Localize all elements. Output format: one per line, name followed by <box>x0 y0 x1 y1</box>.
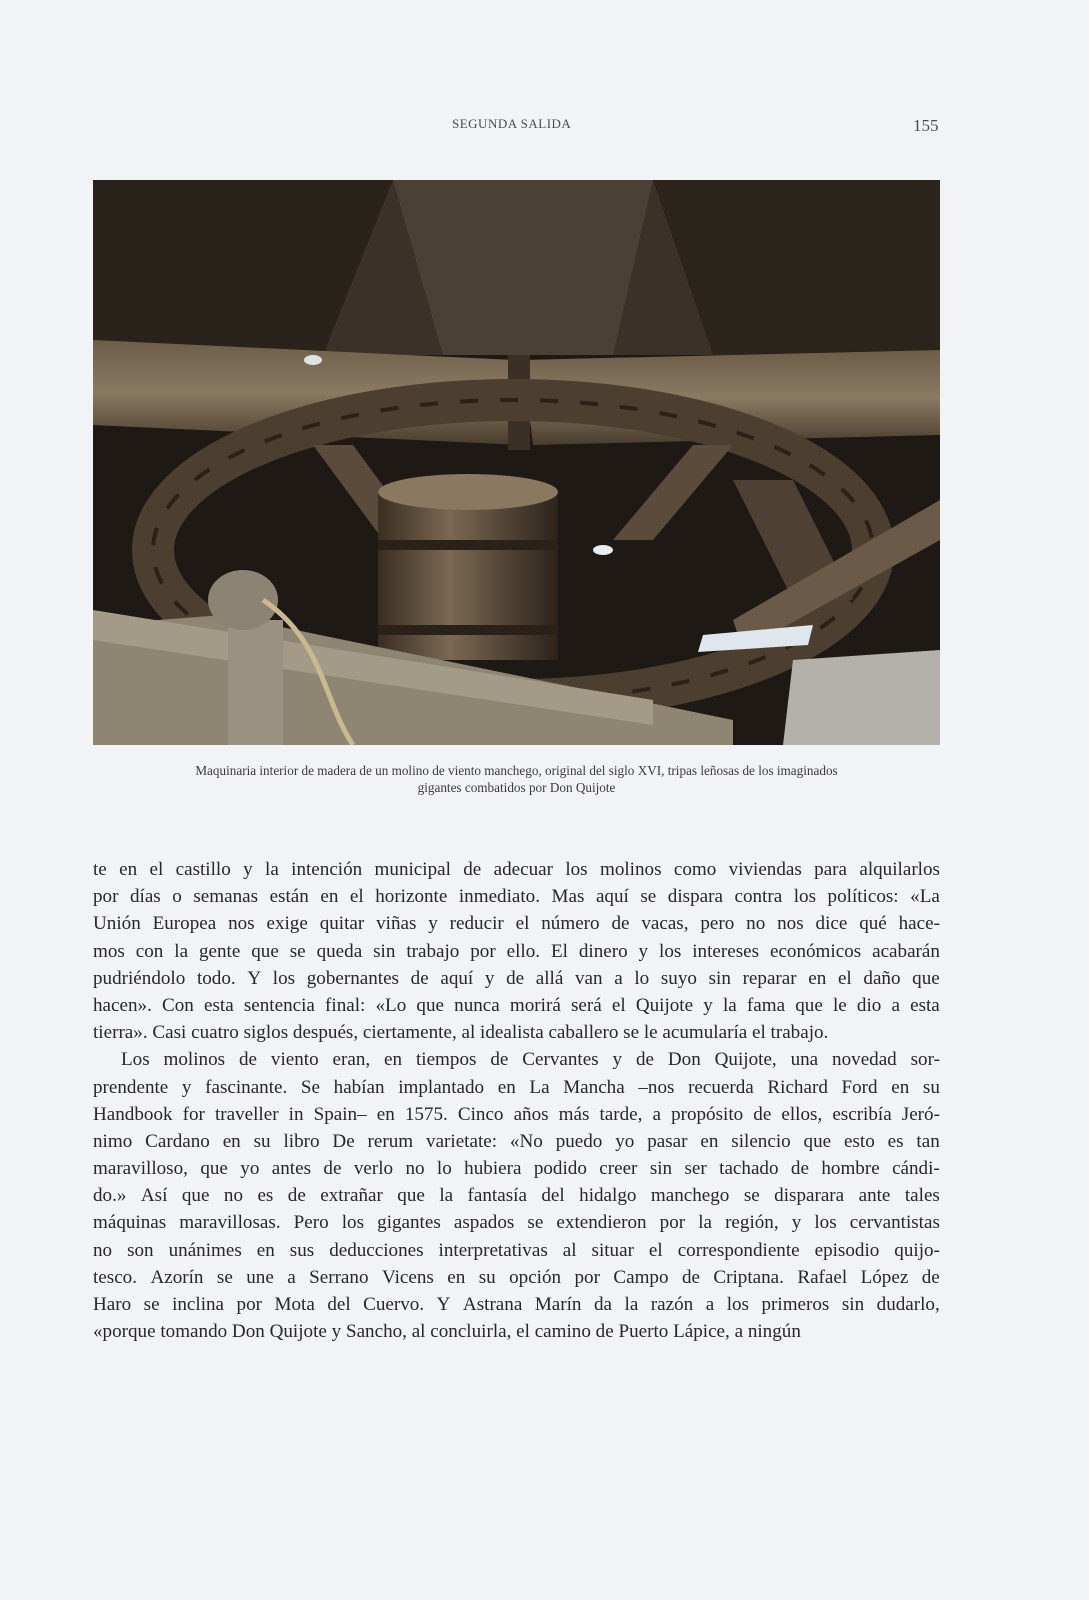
word: la <box>624 1294 639 1315</box>
word: unánimes <box>168 1239 242 1261</box>
word: lo <box>634 967 650 989</box>
windmill-machinery-photo <box>93 180 940 745</box>
word: Quijote, <box>714 1049 777 1071</box>
word: los <box>793 886 817 908</box>
word: por <box>574 1266 600 1288</box>
word: tesco. <box>93 1266 138 1288</box>
word: castillo <box>175 859 231 880</box>
word: políticos: <box>827 886 899 908</box>
word: máquinas <box>93 1212 167 1234</box>
word: primeros <box>761 1294 830 1315</box>
word: a <box>287 1266 296 1288</box>
word: Vicens <box>381 1266 434 1288</box>
word: recuerda <box>688 1076 754 1098</box>
word: quitar <box>319 913 365 935</box>
word: dio <box>856 994 882 1016</box>
word: están <box>269 886 309 908</box>
word: da <box>593 1294 613 1315</box>
word: maravillosas. <box>179 1212 281 1234</box>
word: y <box>243 859 253 880</box>
word: de <box>790 1158 809 1180</box>
word: y <box>484 967 495 989</box>
word: su <box>253 1130 271 1152</box>
word: y <box>181 1076 192 1098</box>
word: de <box>611 913 630 935</box>
word: une <box>246 1266 274 1288</box>
word: los <box>341 1212 365 1234</box>
text-line <box>93 938 940 965</box>
word: nimo <box>93 1130 133 1152</box>
word: La <box>529 1076 550 1098</box>
word: tiempos <box>415 1049 477 1071</box>
word: en <box>808 967 827 989</box>
word: Con <box>162 994 194 1016</box>
word: en <box>256 1239 275 1261</box>
word: exige <box>266 913 308 935</box>
word: queda <box>316 940 363 962</box>
word: pudriéndolo <box>93 967 186 989</box>
word: Marín <box>534 1294 582 1315</box>
word: silencio <box>731 1130 791 1152</box>
word: años <box>513 1103 549 1125</box>
word: gobernantes <box>306 967 399 989</box>
word: es <box>887 1130 904 1152</box>
word: aspados <box>453 1212 515 1234</box>
word: de <box>506 967 525 989</box>
word: Europea <box>152 913 217 935</box>
word: la <box>265 859 279 880</box>
word: nos <box>228 913 255 935</box>
word: final: <box>325 994 366 1016</box>
text-line <box>93 1046 940 1073</box>
word: de <box>635 1049 654 1071</box>
word: «La <box>910 886 940 908</box>
word: Quijote <box>635 994 694 1016</box>
word: opción <box>509 1266 562 1288</box>
word: trabajo <box>406 940 460 962</box>
word: viviendas <box>728 859 802 880</box>
word: y <box>791 1212 802 1234</box>
word: tachado <box>719 1158 779 1180</box>
word: sin <box>373 940 396 962</box>
word: inmediato. <box>458 886 540 908</box>
word: de <box>490 1049 509 1071</box>
word: Ford <box>841 1076 878 1098</box>
word: cervantistas <box>849 1212 940 1234</box>
word: lo <box>436 1158 452 1180</box>
word: sin <box>708 967 731 989</box>
word: van <box>574 967 603 989</box>
photo-caption <box>93 762 940 796</box>
word: todo. <box>196 967 236 989</box>
word: hacen». <box>93 994 152 1016</box>
word: fantasía <box>467 1185 527 1207</box>
word: con <box>135 940 164 962</box>
word: la <box>439 1185 454 1207</box>
word: son <box>127 1239 154 1261</box>
word: sor- <box>910 1049 940 1071</box>
word: adecuar <box>493 859 553 880</box>
word: Pero <box>293 1212 329 1234</box>
word: Haro <box>93 1294 132 1315</box>
word: Spain– <box>313 1103 367 1125</box>
word: municipal <box>374 859 451 880</box>
word: que <box>251 940 279 962</box>
word: se <box>743 1185 760 1207</box>
word: in <box>288 1103 304 1125</box>
word: de <box>753 1103 772 1125</box>
page-number: 155 <box>913 116 939 135</box>
word: creer <box>599 1158 638 1180</box>
word: sin <box>649 1158 673 1180</box>
word: de <box>323 1158 342 1180</box>
text-line <box>93 1291 940 1318</box>
text-line <box>93 1128 940 1155</box>
word: los <box>726 1294 749 1315</box>
word: que <box>397 1185 425 1207</box>
word: Así <box>140 1185 168 1207</box>
word: el <box>149 859 164 880</box>
word: los <box>814 1212 837 1234</box>
word: rerum <box>367 1130 414 1152</box>
word: ser <box>684 1158 707 1180</box>
word: fascinante. <box>205 1076 288 1098</box>
word: a <box>652 1103 661 1125</box>
text-line <box>93 1237 940 1264</box>
word: extendieron <box>556 1212 647 1234</box>
word: al <box>562 1239 577 1261</box>
word: Cardano <box>145 1130 210 1152</box>
text-line <box>93 883 940 910</box>
word: que <box>200 1158 228 1180</box>
word: deducciones <box>329 1239 424 1261</box>
word: extrañar <box>320 1185 383 1207</box>
word: se <box>216 1266 233 1288</box>
word: mos <box>93 940 125 962</box>
word: viento <box>270 1049 319 1071</box>
word: tales <box>904 1185 940 1207</box>
word: eran, <box>332 1049 371 1071</box>
text-line <box>93 856 940 883</box>
word: su <box>478 1266 496 1288</box>
word: Richard <box>767 1076 828 1098</box>
word: reducir <box>449 913 504 935</box>
text-line: «porque tomando Don Quijote y Sancho, al concluirla, el camino de Puerto Lápice, a ningún <box>93 1321 801 1343</box>
word: ellos, <box>781 1103 823 1125</box>
word: pero <box>700 913 735 935</box>
word: se <box>289 940 306 962</box>
word: Don <box>667 1049 701 1071</box>
word: situar <box>591 1239 634 1261</box>
word: propósito <box>671 1103 744 1125</box>
word: suyo <box>660 967 697 989</box>
word: escribía <box>832 1103 892 1125</box>
word: más <box>558 1103 590 1125</box>
word: por <box>93 886 119 908</box>
word: Campo <box>613 1266 669 1288</box>
word: sin <box>841 1294 865 1315</box>
word: ello. <box>506 940 541 962</box>
word: el <box>837 967 852 989</box>
word: viñas <box>376 913 417 935</box>
text-line <box>93 1182 940 1209</box>
word: o <box>172 886 182 908</box>
word: a <box>705 1294 715 1315</box>
word: hubiera <box>464 1158 522 1180</box>
word: razón <box>650 1294 694 1315</box>
word: aquí <box>440 967 474 989</box>
word: «No <box>509 1130 543 1152</box>
word: qué <box>859 913 887 935</box>
word: Y <box>247 967 262 989</box>
word: Unión <box>93 913 141 935</box>
word: Cinco <box>457 1103 504 1125</box>
word: –nos <box>638 1076 675 1098</box>
word: vacas, <box>641 913 689 935</box>
word: te <box>93 859 107 880</box>
word: do.» <box>93 1185 127 1207</box>
word: y <box>612 1049 623 1071</box>
text-line: tierra». Casi cuatro siglos después, ciertamente, al idealista caballero se le acumularía el trabajo. <box>93 1022 829 1044</box>
word: inclina <box>172 1294 225 1315</box>
word: traveller <box>214 1103 279 1125</box>
word: 1575. <box>404 1103 448 1125</box>
word: correspondiente <box>677 1239 800 1261</box>
word: gigantes <box>377 1212 441 1234</box>
word: por <box>659 1212 686 1234</box>
word: novedad <box>832 1049 897 1071</box>
word: el <box>648 1239 663 1261</box>
word: se <box>527 1212 544 1234</box>
word: Criptana. <box>713 1266 784 1288</box>
word: habían <box>333 1076 385 1098</box>
word: Serrano <box>309 1266 369 1288</box>
word: puedo <box>555 1130 603 1152</box>
word: la <box>174 940 189 962</box>
word: por <box>236 1294 262 1315</box>
word: Azorín <box>150 1266 204 1288</box>
word: Cervantes <box>522 1049 599 1071</box>
running-header-title: SEGUNDA SALIDA <box>452 116 572 131</box>
word: gente <box>198 940 241 962</box>
text-line <box>93 992 940 1019</box>
word: molinos <box>599 859 662 880</box>
word: días <box>129 886 161 908</box>
word: región, <box>725 1212 779 1234</box>
word: se <box>640 886 657 908</box>
word: episodio <box>814 1239 880 1261</box>
word: antes <box>271 1158 311 1180</box>
word: molinos <box>163 1049 226 1071</box>
word: El <box>550 940 568 962</box>
word: en <box>447 1266 466 1288</box>
word: contra <box>734 886 783 908</box>
caption-line-1: Maquinaria interior de madera de un molino de viento manchego, original del siglo XVI, tripas leñosas de los imaginados <box>195 763 838 778</box>
word: su <box>922 1076 940 1098</box>
word: y <box>703 994 713 1016</box>
text-line <box>93 1155 940 1182</box>
word: sentencia <box>243 994 315 1016</box>
word: implantado <box>398 1076 485 1098</box>
word: no <box>223 1185 243 1207</box>
word: se <box>143 1294 160 1315</box>
word: cándi- <box>892 1158 940 1180</box>
text-line <box>93 1264 940 1291</box>
word: que <box>795 994 823 1016</box>
word: económicos <box>769 940 862 962</box>
word: sus <box>289 1239 315 1261</box>
word: no <box>746 913 766 935</box>
word: de <box>681 1266 700 1288</box>
word: disparara <box>774 1185 845 1207</box>
word: la <box>698 1212 712 1234</box>
word: en <box>320 886 339 908</box>
word: Jeró- <box>901 1103 940 1125</box>
word: dudarlo, <box>876 1294 940 1315</box>
word: no <box>405 1158 425 1180</box>
word: for <box>182 1103 205 1125</box>
word: y <box>428 913 438 935</box>
word: por <box>470 940 496 962</box>
word: quijo- <box>894 1239 940 1261</box>
word: hace- <box>898 913 940 935</box>
word: dispara <box>667 886 723 908</box>
word: yo <box>615 1130 635 1152</box>
word: esto <box>844 1130 875 1152</box>
word: verlo <box>353 1158 394 1180</box>
word: reparar <box>742 967 797 989</box>
word: intereses <box>692 940 760 962</box>
word: varietate: <box>426 1130 498 1152</box>
word: libro <box>283 1130 320 1152</box>
word: prendente <box>93 1076 169 1098</box>
word: y <box>638 940 649 962</box>
word: interpretativas <box>438 1239 548 1261</box>
word: Mota <box>274 1294 315 1315</box>
word: de <box>921 1266 940 1288</box>
word: allá <box>535 967 564 989</box>
word: número <box>541 913 600 935</box>
word: ante <box>858 1185 891 1207</box>
word: en <box>376 1103 395 1125</box>
word: Mas <box>551 886 585 908</box>
text-line <box>93 1209 940 1236</box>
word: nos <box>777 913 804 935</box>
word: fama <box>746 994 786 1016</box>
word: en <box>497 1076 516 1098</box>
word: en <box>384 1049 403 1071</box>
word: Mancha <box>563 1076 625 1098</box>
word: esta <box>204 994 234 1016</box>
word: no <box>93 1239 113 1261</box>
word: yo <box>240 1158 260 1180</box>
word: los <box>565 859 588 880</box>
word: será <box>570 994 602 1016</box>
word: de <box>463 859 482 880</box>
word: pasar <box>647 1130 688 1152</box>
word: Handbook <box>93 1103 173 1125</box>
word: hombre <box>821 1158 880 1180</box>
word: hidalgo <box>579 1185 637 1207</box>
word: Y <box>436 1294 451 1315</box>
word: dice <box>815 913 848 935</box>
word: aquí <box>595 886 629 908</box>
word: «Lo <box>375 994 407 1016</box>
word: que <box>912 967 940 989</box>
word: Los <box>121 1049 150 1071</box>
word: alquilarlos <box>859 859 940 880</box>
word: esta <box>910 994 940 1016</box>
word: tan <box>916 1130 940 1152</box>
word: del <box>541 1185 565 1207</box>
text-line <box>93 910 940 937</box>
word: de <box>287 1185 306 1207</box>
word: el <box>515 913 530 935</box>
word: de <box>410 967 429 989</box>
word: Se <box>300 1076 321 1098</box>
word: la <box>722 994 737 1016</box>
word: en <box>891 1076 910 1098</box>
word: De <box>332 1130 355 1152</box>
caption-line-2: gigantes combatidos por Don Quijote <box>417 780 616 795</box>
text-line <box>93 1074 940 1101</box>
word: Cuervo. <box>363 1294 425 1315</box>
word: nunca <box>454 994 500 1016</box>
word: los <box>659 940 682 962</box>
word: manchego <box>650 1185 730 1207</box>
word: el <box>611 994 626 1016</box>
word: los <box>272 967 296 989</box>
word: una <box>790 1049 819 1071</box>
word: en <box>700 1130 719 1152</box>
word: en <box>222 1130 241 1152</box>
word: que <box>416 994 444 1016</box>
word: que <box>181 1185 210 1207</box>
word: podido <box>533 1158 587 1180</box>
word: como <box>673 859 717 880</box>
word: de <box>238 1049 257 1071</box>
word: Rafael <box>797 1266 848 1288</box>
word: tarde, <box>599 1103 643 1125</box>
word: maravilloso, <box>93 1158 188 1180</box>
word: daño <box>863 967 901 989</box>
word: semanas <box>193 886 259 908</box>
text-line <box>93 965 940 992</box>
word: del <box>327 1294 351 1315</box>
word: dinero <box>578 940 628 962</box>
word: para <box>814 859 848 880</box>
word: que <box>803 1130 832 1152</box>
word: le <box>832 994 847 1016</box>
word: en <box>119 859 138 880</box>
word: intención <box>291 859 363 880</box>
body-text <box>93 856 940 1345</box>
word: a <box>614 967 623 989</box>
word: horizonte <box>375 886 448 908</box>
word: a <box>891 994 900 1016</box>
word: López <box>860 1266 909 1288</box>
word: morirá <box>509 994 561 1016</box>
text-line <box>93 1101 940 1128</box>
word: acabarán <box>872 940 940 962</box>
word: Astrana <box>462 1294 523 1315</box>
word: el <box>349 886 364 908</box>
word: es <box>257 1185 274 1207</box>
